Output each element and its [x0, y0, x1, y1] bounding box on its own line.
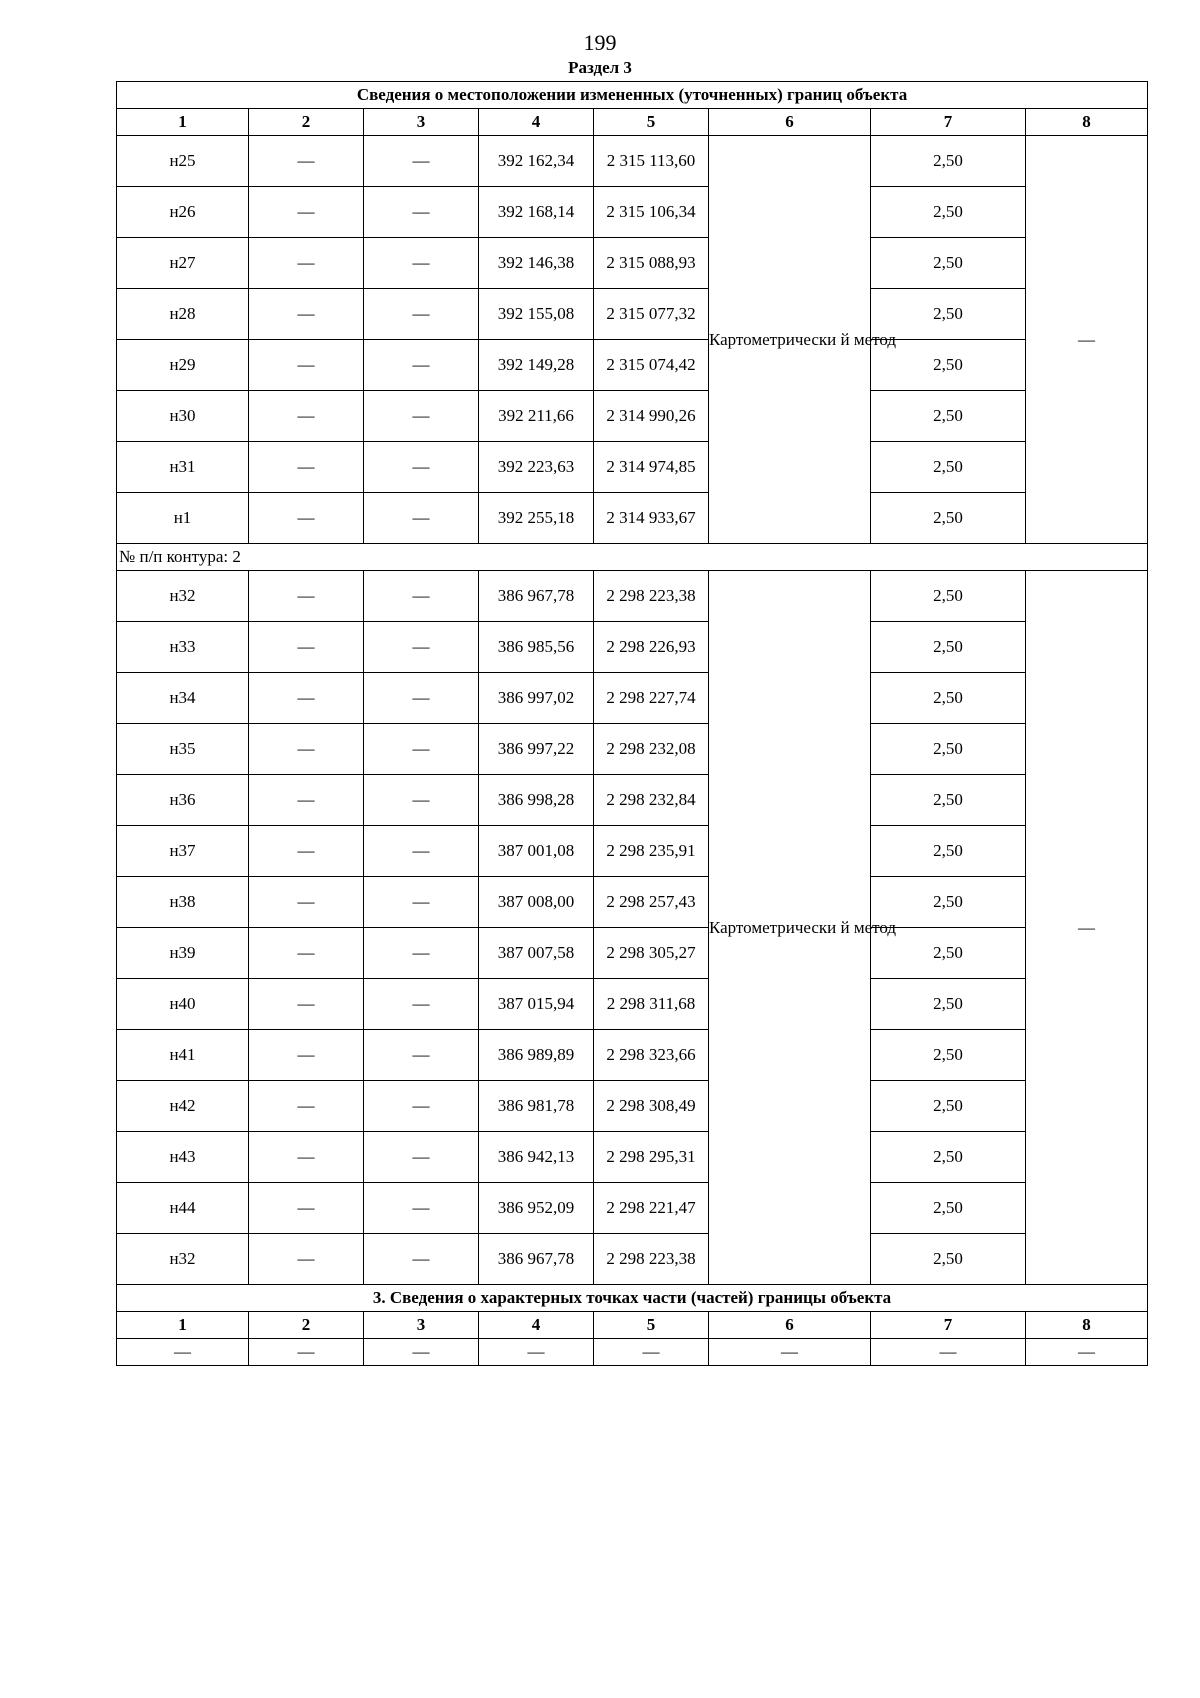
col3-value: — — [364, 1030, 479, 1081]
page-number: 199 — [583, 30, 617, 55]
point-name: н33 — [117, 622, 249, 673]
y-coordinate: 2 315 106,34 — [594, 187, 709, 238]
point-name: н35 — [117, 724, 249, 775]
table-row — [117, 775, 1148, 826]
table-row — [117, 979, 1148, 1030]
x-coordinate: 387 008,00 — [479, 877, 594, 928]
col3-value: — — [364, 238, 479, 289]
accuracy-value: 2,50 — [871, 826, 1026, 877]
accuracy-value: 2,50 — [871, 571, 1026, 622]
x-coordinate: 392 168,14 — [479, 187, 594, 238]
point-name: н37 — [117, 826, 249, 877]
point-name: н34 — [117, 673, 249, 724]
point-name: н25 — [117, 136, 249, 187]
point-name: н31 — [117, 442, 249, 493]
col3-value: — — [364, 442, 479, 493]
part3-cell: — — [709, 1339, 871, 1366]
accuracy-value: 2,50 — [871, 1234, 1026, 1285]
table-row — [117, 289, 1148, 340]
table-row — [117, 1081, 1148, 1132]
col2-value: — — [249, 622, 364, 673]
x-coordinate: 392 149,28 — [479, 340, 594, 391]
y-coordinate: 2 315 074,42 — [594, 340, 709, 391]
part3-cell: — — [1026, 1339, 1148, 1366]
table-row — [117, 238, 1148, 289]
part3-column-header: 1 — [117, 1312, 249, 1339]
point-name: н42 — [117, 1081, 249, 1132]
table-row — [117, 136, 1148, 187]
col2-value: — — [249, 571, 364, 622]
column-header: 2 — [249, 109, 364, 136]
table-row — [117, 1183, 1148, 1234]
col3-value: — — [364, 775, 479, 826]
accuracy-value: 2,50 — [871, 979, 1026, 1030]
col3-value: — — [364, 1183, 479, 1234]
x-coordinate: 386 967,78 — [479, 1234, 594, 1285]
point-name: н39 — [117, 928, 249, 979]
table-row — [117, 622, 1148, 673]
column-header: 6 — [709, 109, 871, 136]
y-coordinate: 2 314 933,67 — [594, 493, 709, 544]
accuracy-value: 2,50 — [871, 187, 1026, 238]
part3-cell: — — [871, 1339, 1026, 1366]
table-row — [117, 391, 1148, 442]
y-coordinate: 2 298 232,84 — [594, 775, 709, 826]
col2-value: — — [249, 1030, 364, 1081]
table-row — [117, 826, 1148, 877]
accuracy-value: 2,50 — [871, 1183, 1026, 1234]
accuracy-value: 2,50 — [871, 289, 1026, 340]
accuracy-value: 2,50 — [871, 877, 1026, 928]
column-header: 5 — [594, 109, 709, 136]
point-name: н36 — [117, 775, 249, 826]
col8-value: — — [1026, 136, 1148, 544]
contour-label: № п/п контура: 2 — [117, 544, 1148, 571]
accuracy-value: 2,50 — [871, 493, 1026, 544]
part3-cell: — — [117, 1339, 249, 1366]
accuracy-value: 2,50 — [871, 238, 1026, 289]
table-row — [117, 1030, 1148, 1081]
accuracy-value: 2,50 — [871, 442, 1026, 493]
col3-value: — — [364, 1234, 479, 1285]
y-coordinate: 2 298 232,08 — [594, 724, 709, 775]
x-coordinate: 386 998,28 — [479, 775, 594, 826]
accuracy-value: 2,50 — [871, 1081, 1026, 1132]
point-name: н32 — [117, 1234, 249, 1285]
col3-value: — — [364, 1081, 479, 1132]
col3-value: — — [364, 673, 479, 724]
accuracy-value: 2,50 — [871, 724, 1026, 775]
part3-column-header: 7 — [871, 1312, 1026, 1339]
point-name: н41 — [117, 1030, 249, 1081]
column-header-row — [117, 109, 1148, 136]
table-body — [117, 82, 1148, 1366]
part3-column-header: 3 — [364, 1312, 479, 1339]
y-coordinate: 2 298 305,27 — [594, 928, 709, 979]
part3-cell: — — [249, 1339, 364, 1366]
y-coordinate: 2 298 311,68 — [594, 979, 709, 1030]
part3-data-row — [117, 1339, 1148, 1366]
col3-value: — — [364, 826, 479, 877]
table-row — [117, 187, 1148, 238]
accuracy-value: 2,50 — [871, 928, 1026, 979]
accuracy-value: 2,50 — [871, 391, 1026, 442]
col3-value: — — [364, 1132, 479, 1183]
point-name: н44 — [117, 1183, 249, 1234]
table-title-row — [117, 82, 1148, 109]
column-header: 7 — [871, 109, 1026, 136]
col2-value: — — [249, 775, 364, 826]
part3-column-header: 6 — [709, 1312, 871, 1339]
point-name: н43 — [117, 1132, 249, 1183]
col2-value: — — [249, 724, 364, 775]
table-row — [117, 571, 1148, 622]
y-coordinate: 2 314 990,26 — [594, 391, 709, 442]
point-name: н28 — [117, 289, 249, 340]
y-coordinate: 2 315 077,32 — [594, 289, 709, 340]
x-coordinate: 386 942,13 — [479, 1132, 594, 1183]
x-coordinate: 386 967,78 — [479, 571, 594, 622]
y-coordinate: 2 298 223,38 — [594, 1234, 709, 1285]
point-name: н1 — [117, 493, 249, 544]
col2-value: — — [249, 136, 364, 187]
x-coordinate: 386 989,89 — [479, 1030, 594, 1081]
col2-value: — — [249, 340, 364, 391]
column-header: 3 — [364, 109, 479, 136]
boundary-table — [116, 81, 1148, 1366]
col8-value: — — [1026, 571, 1148, 1285]
part3-column-header: 8 — [1026, 1312, 1148, 1339]
method-cell: Картометрически й метод — [709, 571, 871, 1285]
x-coordinate: 387 015,94 — [479, 979, 594, 1030]
col3-value: — — [364, 724, 479, 775]
part3-column-header: 2 — [249, 1312, 364, 1339]
x-coordinate: 392 211,66 — [479, 391, 594, 442]
part3-title-row — [117, 1285, 1148, 1312]
x-coordinate: 392 155,08 — [479, 289, 594, 340]
accuracy-value: 2,50 — [871, 622, 1026, 673]
y-coordinate: 2 315 088,93 — [594, 238, 709, 289]
x-coordinate: 387 007,58 — [479, 928, 594, 979]
col3-value: — — [364, 340, 479, 391]
col2-value: — — [249, 877, 364, 928]
y-coordinate: 2 315 113,60 — [594, 136, 709, 187]
col2-value: — — [249, 1081, 364, 1132]
col3-value: — — [364, 136, 479, 187]
y-coordinate: 2 298 226,93 — [594, 622, 709, 673]
y-coordinate: 2 298 223,38 — [594, 571, 709, 622]
col2-value: — — [249, 673, 364, 724]
column-header: 1 — [117, 109, 249, 136]
point-name: н38 — [117, 877, 249, 928]
y-coordinate: 2 298 221,47 — [594, 1183, 709, 1234]
col3-value: — — [364, 289, 479, 340]
accuracy-value: 2,50 — [871, 775, 1026, 826]
col2-value: — — [249, 1183, 364, 1234]
table-row — [117, 493, 1148, 544]
col2-value: — — [249, 289, 364, 340]
table-row — [117, 340, 1148, 391]
col2-value: — — [249, 238, 364, 289]
accuracy-value: 2,50 — [871, 136, 1026, 187]
point-name: н40 — [117, 979, 249, 1030]
part3-column-header: 4 — [479, 1312, 594, 1339]
x-coordinate: 392 223,63 — [479, 442, 594, 493]
part3-cell: — — [479, 1339, 594, 1366]
part3-cell: — — [364, 1339, 479, 1366]
col3-value: — — [364, 571, 479, 622]
part3-column-header: 5 — [594, 1312, 709, 1339]
y-coordinate: 2 298 295,31 — [594, 1132, 709, 1183]
y-coordinate: 2 298 308,49 — [594, 1081, 709, 1132]
x-coordinate: 386 997,02 — [479, 673, 594, 724]
part3-title: 3. Сведения о характерных точках части (частей) границы объекта — [117, 1285, 1148, 1312]
y-coordinate: 2 298 323,66 — [594, 1030, 709, 1081]
point-name: н29 — [117, 340, 249, 391]
col2-value: — — [249, 187, 364, 238]
x-coordinate: 386 981,78 — [479, 1081, 594, 1132]
section-title: Раздел 3 — [568, 58, 632, 77]
x-coordinate: 392 255,18 — [479, 493, 594, 544]
point-name: н27 — [117, 238, 249, 289]
x-coordinate: 387 001,08 — [479, 826, 594, 877]
table-row — [117, 442, 1148, 493]
col3-value: — — [364, 187, 479, 238]
y-coordinate: 2 298 227,74 — [594, 673, 709, 724]
col2-value: — — [249, 979, 364, 1030]
accuracy-value: 2,50 — [871, 1132, 1026, 1183]
col3-value: — — [364, 928, 479, 979]
col3-value: — — [364, 493, 479, 544]
point-name: н26 — [117, 187, 249, 238]
accuracy-value: 2,50 — [871, 1030, 1026, 1081]
x-coordinate: 386 952,09 — [479, 1183, 594, 1234]
col3-value: — — [364, 979, 479, 1030]
col3-value: — — [364, 877, 479, 928]
table-row — [117, 1234, 1148, 1285]
y-coordinate: 2 314 974,85 — [594, 442, 709, 493]
col2-value: — — [249, 391, 364, 442]
point-name: н32 — [117, 571, 249, 622]
method-cell: Картометрически й метод — [709, 136, 871, 544]
point-name: н30 — [117, 391, 249, 442]
table-title: Сведения о местоположении измененных (уточненных) границ объекта — [117, 82, 1148, 109]
accuracy-value: 2,50 — [871, 673, 1026, 724]
y-coordinate: 2 298 257,43 — [594, 877, 709, 928]
x-coordinate: 386 985,56 — [479, 622, 594, 673]
col3-value: — — [364, 391, 479, 442]
col2-value: — — [249, 493, 364, 544]
column-header: 4 — [479, 109, 594, 136]
y-coordinate: 2 298 235,91 — [594, 826, 709, 877]
part3-header-row — [117, 1312, 1148, 1339]
col2-value: — — [249, 826, 364, 877]
x-coordinate: 392 146,38 — [479, 238, 594, 289]
col2-value: — — [249, 442, 364, 493]
table-row — [117, 877, 1148, 928]
table-row — [117, 1132, 1148, 1183]
accuracy-value: 2,50 — [871, 340, 1026, 391]
x-coordinate: 392 162,34 — [479, 136, 594, 187]
column-header: 8 — [1026, 109, 1148, 136]
table-row — [117, 724, 1148, 775]
col2-value: — — [249, 928, 364, 979]
x-coordinate: 386 997,22 — [479, 724, 594, 775]
col2-value: — — [249, 1234, 364, 1285]
table-row — [117, 928, 1148, 979]
table-row — [117, 673, 1148, 724]
part3-cell: — — [594, 1339, 709, 1366]
contour-row — [117, 544, 1148, 571]
col2-value: — — [249, 1132, 364, 1183]
col3-value: — — [364, 622, 479, 673]
